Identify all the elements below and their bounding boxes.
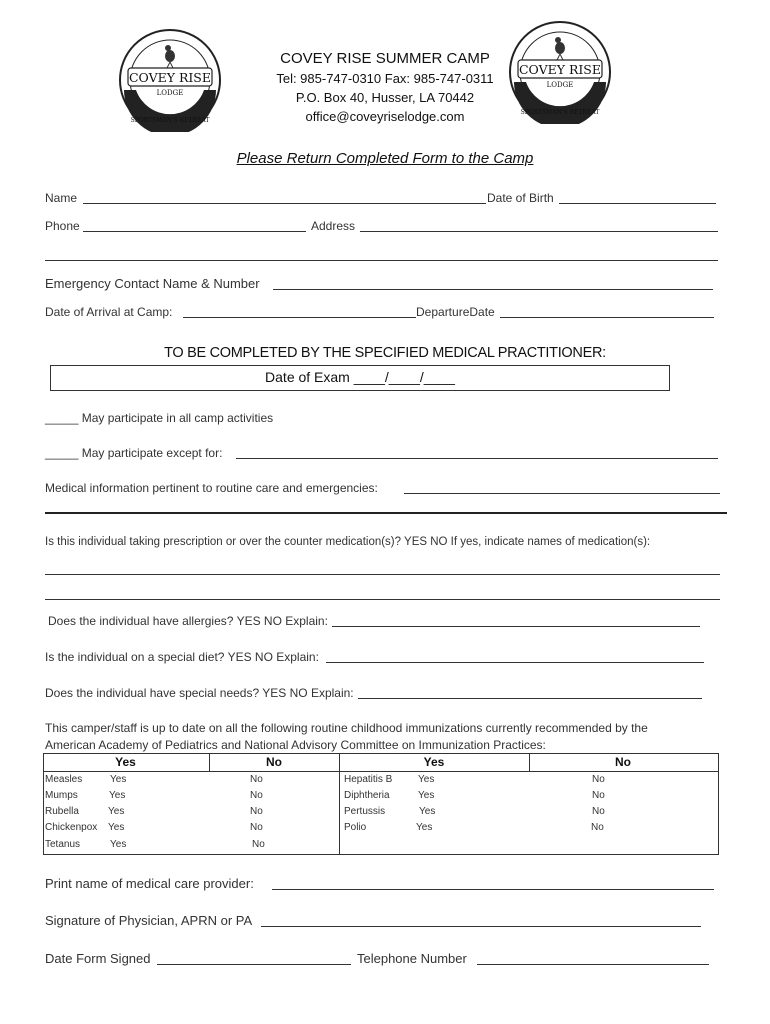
diet-question: Is the individual on a special diet? YES NO Explain:	[45, 650, 319, 664]
medication-field-line2[interactable]	[45, 598, 720, 600]
camp-address: P.O. Box 40, Husser, LA 70442	[295, 90, 475, 105]
svg-text:COVEY RISE: COVEY RISE	[128, 70, 212, 85]
imm-right-no[interactable]: No	[592, 790, 605, 801]
imm-right-name: Pertussis	[344, 806, 386, 817]
covey-rise-logo-left	[118, 28, 222, 132]
telephone-field[interactable]	[477, 963, 709, 965]
imm-right-yes[interactable]: Yes	[418, 790, 435, 801]
svg-text:SPORTSMAN'S RETREAT: SPORTSMAN'S RETREAT	[130, 117, 210, 124]
imm-right-yes[interactable]: Yes	[416, 822, 433, 833]
svg-text:LODGE: LODGE	[546, 81, 574, 89]
needs-field[interactable]	[358, 697, 702, 699]
name-label: Name	[45, 191, 78, 205]
imm-left-name: Measles	[45, 774, 83, 785]
imm-left-yes[interactable]: Yes	[108, 822, 125, 833]
date-signed-field[interactable]	[157, 963, 351, 965]
medication-field-line1[interactable]	[45, 573, 720, 575]
signature-label: Signature of Physician, APRN or PA	[45, 913, 253, 928]
svg-text:LODGE: LODGE	[156, 89, 184, 97]
imm-left-no[interactable]: No	[250, 774, 263, 785]
pertinent-info-field[interactable]	[404, 492, 720, 494]
participate-except-option[interactable]: _____ May participate except for:	[45, 446, 223, 460]
pertinent-info-label: Medical information pertinent to routine care and emergencies:	[45, 481, 378, 495]
telephone-label: Telephone Number	[357, 951, 467, 966]
medication-question: Is this individual taking prescription or over the counter medication(s)? YES NO If yes, indicate names of medication(s):	[45, 536, 651, 548]
allergies-field[interactable]	[332, 625, 700, 627]
imm-header-no-right: No	[615, 755, 631, 769]
imm-left-no[interactable]: No	[250, 790, 263, 801]
signature-field[interactable]	[261, 925, 701, 927]
name-field[interactable]	[83, 202, 486, 204]
address-field[interactable]	[360, 230, 718, 232]
imm-left-yes[interactable]: Yes	[108, 806, 125, 817]
phone-label: Phone	[45, 219, 80, 233]
provider-label: Print name of medical care provider:	[45, 876, 254, 891]
needs-question: Does the individual have special needs? YES NO Explain:	[45, 686, 354, 700]
imm-left-name: Rubella	[45, 806, 79, 817]
date-signed-label: Date Form Signed	[45, 951, 151, 966]
imm-header-no-left: No	[266, 755, 282, 769]
imm-left-no[interactable]: No	[250, 806, 263, 817]
arrival-field[interactable]	[183, 316, 416, 318]
imm-right-name: Diphtheria	[344, 790, 390, 801]
diet-field[interactable]	[326, 661, 704, 663]
imm-right-name: Hepatitis B	[344, 774, 393, 785]
dob-field[interactable]	[559, 202, 716, 204]
departure-label: DepartureDate	[416, 305, 495, 319]
section-divider	[45, 512, 727, 514]
camp-title: COVEY RISE SUMMER CAMP	[280, 50, 490, 67]
participate-except-field[interactable]	[236, 457, 718, 459]
exam-date-label: Date of Exam ____/____/____	[265, 369, 455, 385]
imm-left-no[interactable]: No	[250, 822, 263, 833]
allergies-question: Does the individual have allergies? YES NO Explain:	[48, 614, 328, 628]
provider-field[interactable]	[272, 888, 714, 890]
address-label: Address	[311, 219, 356, 233]
immunization-intro-line2: American Academy of Pediatrics and National Advisory Committee on Immunization Practices:	[45, 738, 546, 752]
imm-header-yes-left: Yes	[115, 755, 136, 769]
dob-label: Date of Birth	[487, 191, 554, 205]
imm-right-no[interactable]: No	[592, 806, 605, 817]
imm-right-yes[interactable]: Yes	[419, 806, 436, 817]
departure-field[interactable]	[500, 316, 714, 318]
svg-text:SPORTSMAN'S RETREAT: SPORTSMAN'S RETREAT	[520, 109, 600, 116]
imm-header-yes-right: Yes	[423, 755, 445, 769]
imm-left-no[interactable]: No	[252, 839, 265, 850]
imm-right-no[interactable]: No	[592, 774, 605, 785]
participate-all-option[interactable]: _____ May participate in all camp activities	[45, 411, 274, 425]
imm-left-yes[interactable]: Yes	[110, 839, 127, 850]
imm-right-yes[interactable]: Yes	[418, 774, 435, 785]
camp-phone-fax: Tel: 985-747-0310 Fax: 985-747-0311	[276, 71, 494, 86]
emergency-field[interactable]	[273, 288, 713, 290]
address-field-line2[interactable]	[45, 259, 718, 261]
imm-right-name: Polio	[344, 822, 367, 833]
arrival-label: Date of Arrival at Camp:	[45, 305, 173, 319]
svg-text:COVEY RISE: COVEY RISE	[518, 62, 602, 77]
medical-section-title: TO BE COMPLETED BY THE SPECIFIED MEDICAL PRACTITIONER:	[164, 345, 606, 361]
immunization-intro-line1: This camper/staff is up to date on all the following routine childhood immunizations currently recommended by the	[45, 721, 648, 735]
return-note: Please Return Completed Form to the Camp	[236, 150, 534, 167]
imm-left-yes[interactable]: Yes	[110, 774, 127, 785]
imm-right-no[interactable]: No	[591, 822, 604, 833]
imm-left-name: Tetanus	[45, 839, 81, 850]
imm-left-name: Chickenpox	[45, 822, 98, 833]
imm-left-name: Mumps	[45, 790, 78, 801]
emergency-label: Emergency Contact Name & Number	[45, 276, 260, 291]
camp-email: office@coveyriselodge.com	[305, 109, 465, 124]
imm-left-yes[interactable]: Yes	[109, 790, 126, 801]
phone-field[interactable]	[83, 230, 306, 232]
